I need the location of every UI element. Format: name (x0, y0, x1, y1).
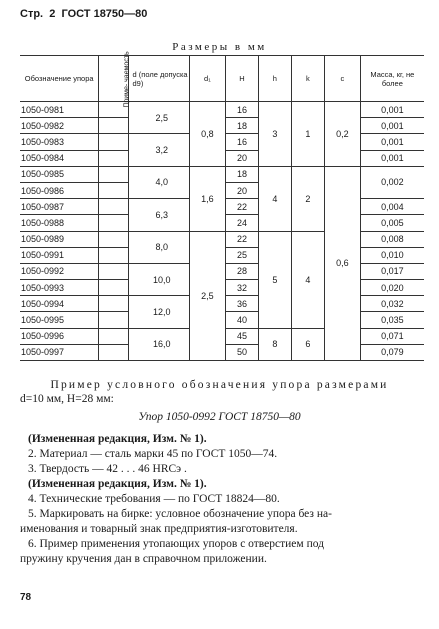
d-cell: 16,0 (128, 328, 190, 360)
mass-cell: 0,035 (360, 312, 424, 328)
mass-cell: 0,001 (360, 134, 424, 150)
h-cell: 8 (259, 328, 291, 360)
mass-cell: 0,001 (360, 102, 424, 118)
note-cell (99, 231, 128, 247)
k-cell: 4 (291, 231, 324, 328)
H-cell: 18 (225, 118, 258, 134)
note-cell (99, 344, 128, 360)
mass-cell: 0,079 (360, 344, 424, 360)
table-row-code: 1050-0987 (20, 199, 99, 215)
table-row-code: 1050-0982 (20, 118, 99, 134)
table-row-code: 1050-0994 (20, 296, 99, 312)
mass-cell: 0,001 (360, 150, 424, 166)
mass-cell: 0,001 (360, 118, 424, 134)
note-cell (99, 280, 128, 296)
col-d: d (поле допуска d9) (128, 56, 190, 102)
edit-note-2: (Измененная редакция, Изм. № 1). (28, 478, 207, 490)
paragraph-4: 4. Технические требования — по ГОСТ 18824—80. (28, 493, 280, 505)
note-cell (99, 328, 128, 344)
mass-cell: 0,010 (360, 247, 424, 263)
d-cell: 3,2 (128, 134, 190, 166)
page-label: Стр. (20, 8, 44, 20)
d-cell: 8,0 (128, 231, 190, 263)
mass-cell: 0,002 (360, 166, 424, 198)
standard-name: ГОСТ 18750—80 (61, 8, 148, 20)
note-cell (99, 134, 128, 150)
H-cell: 16 (225, 102, 258, 118)
col-h: h (259, 56, 291, 102)
table-row-code: 1050-0988 (20, 215, 99, 231)
table-row-code: 1050-0996 (20, 328, 99, 344)
mass-cell: 0,004 (360, 199, 424, 215)
table-row-code: 1050-0989 (20, 231, 99, 247)
paragraph-6b: пружину кручения дан в справочном приложении. (20, 553, 267, 565)
mass-cell: 0,020 (360, 280, 424, 296)
d-cell: 10,0 (128, 263, 190, 295)
d1-cell: 2,5 (190, 231, 226, 361)
h-cell: 5 (259, 231, 291, 328)
example-designation: Упор 1050-0992 ГОСТ 18750—80 (138, 411, 301, 423)
mass-cell: 0,017 (360, 263, 424, 279)
table-row-code: 1050-0995 (20, 312, 99, 328)
note-cell (99, 247, 128, 263)
note-cell (99, 296, 128, 312)
col-d1: d₁ (190, 56, 226, 102)
H-cell: 40 (225, 312, 258, 328)
table-row-code: 1050-0983 (20, 134, 99, 150)
table-row-code: 1050-0984 (20, 150, 99, 166)
col-H: H (225, 56, 258, 102)
d-cell: 12,0 (128, 296, 190, 328)
mass-cell: 0,071 (360, 328, 424, 344)
note-cell (99, 215, 128, 231)
H-cell: 20 (225, 182, 258, 198)
col-mass: Масса, кг, не более (360, 56, 424, 102)
H-cell: 32 (225, 280, 258, 296)
col-c: c (325, 56, 361, 102)
H-cell: 24 (225, 215, 258, 231)
example-title: Пример условного обозначения упора размерами (50, 379, 389, 391)
H-cell: 20 (225, 150, 258, 166)
paragraph-5b: именования и товарный знак предприятия-изготовителя. (20, 523, 298, 535)
table-row-code: 1050-0981 (20, 102, 99, 118)
table-row-code: 1050-0985 (20, 166, 99, 182)
page-number: 78 (20, 592, 32, 603)
c-cell: 0,6 (325, 166, 361, 360)
d1-cell: 1,6 (190, 166, 226, 231)
note-cell (99, 312, 128, 328)
paragraph-6a: 6. Пример применения утопающих упоров с отверстием под (28, 538, 324, 550)
mass-cell: 0,032 (360, 296, 424, 312)
note-cell (99, 182, 128, 198)
d-cell: 6,3 (128, 199, 190, 231)
H-cell: 28 (225, 263, 258, 279)
h-cell: 3 (259, 102, 291, 167)
note-cell (99, 263, 128, 279)
paragraph-2: 2. Материал — сталь марки 45 по ГОСТ 1050—74. (28, 448, 278, 460)
k-cell: 2 (291, 166, 324, 231)
k-cell: 1 (291, 102, 324, 167)
note-cell (99, 118, 128, 134)
page-header (20, 8, 147, 20)
H-cell: 22 (225, 231, 258, 247)
H-cell: 36 (225, 296, 258, 312)
example-sub: d=10 мм, H=28 мм: (20, 393, 114, 405)
table-row-code: 1050-0993 (20, 280, 99, 296)
H-cell: 25 (225, 247, 258, 263)
c-cell: 0,2 (325, 102, 361, 167)
note-cell (99, 199, 128, 215)
paragraph-5a: 5. Маркировать на бирке: условное обозначение упора без на- (28, 508, 332, 520)
H-cell: 45 (225, 328, 258, 344)
table-row-code: 1050-0992 (20, 263, 99, 279)
table-row-code: 1050-0986 (20, 182, 99, 198)
mass-cell: 0,008 (360, 231, 424, 247)
note-cell (99, 150, 128, 166)
table-row-code: 1050-0997 (20, 344, 99, 360)
units-caption: Размеры в мм (172, 41, 267, 53)
mass-cell: 0,005 (360, 215, 424, 231)
edit-note-1: (Измененная редакция, Изм. № 1). (28, 433, 207, 445)
paragraph-3: 3. Твердость — 42 . . . 46 HRCэ . (28, 463, 187, 475)
k-cell: 6 (291, 328, 324, 360)
table-row-code: 1050-0991 (20, 247, 99, 263)
note-cell (99, 166, 128, 182)
H-cell: 16 (225, 134, 258, 150)
d-cell: 2,5 (128, 102, 190, 134)
page-no: 2 (49, 8, 56, 20)
d-cell: 4,0 (128, 166, 190, 198)
H-cell: 22 (225, 199, 258, 215)
H-cell: 50 (225, 344, 258, 360)
H-cell: 18 (225, 166, 258, 182)
h-cell: 4 (259, 166, 291, 231)
col-designation: Обозначение упора (20, 56, 99, 102)
col-k: k (291, 56, 324, 102)
dimensions-table (20, 50, 424, 361)
col-note: Приме- чаемость (99, 56, 128, 102)
d1-cell: 0,8 (190, 102, 226, 167)
